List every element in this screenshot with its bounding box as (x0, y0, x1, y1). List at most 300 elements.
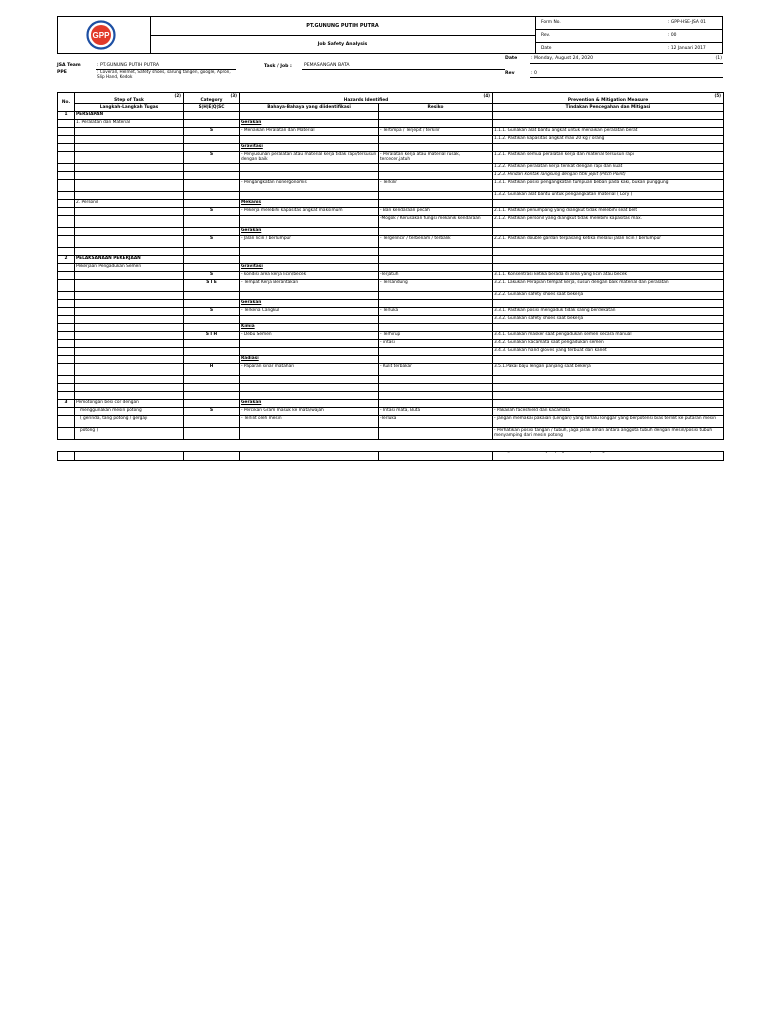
row-category (184, 144, 240, 152)
table-row (58, 384, 724, 392)
row-hazard: - kondisi area kerja licin/becek (240, 272, 379, 280)
row-risk (379, 384, 493, 392)
row-hazard: - Tempat Kerja Berantakan (240, 280, 379, 292)
row-category (184, 324, 240, 332)
row-risk: -Terjatuh (379, 272, 493, 280)
table-row (58, 152, 724, 164)
row-risk (379, 356, 493, 364)
row-no (58, 356, 75, 364)
row-no (58, 280, 75, 292)
row-no (58, 316, 75, 324)
table-row (58, 192, 724, 200)
row-step (75, 136, 184, 144)
row-step (75, 316, 184, 324)
row-hazard: Kimia (240, 324, 379, 332)
jsa-team-value: : PT.GUNUNG PUTIH PUTRA (97, 63, 159, 68)
task-value: PEMASANGAN BATA (304, 63, 350, 68)
row-risk (379, 172, 493, 180)
row-category: S (184, 208, 240, 216)
date-ref: (1) (715, 56, 722, 61)
hazard-title: Hazards Identified (343, 98, 389, 103)
row-no (58, 332, 75, 340)
row-hazard: - Terkena Cangkul (240, 308, 379, 316)
row-hazard: Gerakan (240, 120, 379, 128)
row-category (184, 392, 240, 400)
row-hazard (240, 172, 379, 180)
table-row (58, 120, 724, 128)
table-row (58, 208, 724, 216)
row-step: ( gerinda, tang potong / gergaji (75, 416, 184, 428)
row-no (58, 340, 75, 348)
row-risk (379, 164, 493, 172)
jsa-meta (57, 54, 723, 92)
row-no (58, 172, 75, 180)
row-no: 2 (58, 256, 75, 264)
date-label: Date (505, 56, 518, 61)
row-prevention: 3.4.3. Gunakan hand gloves yang terbuat dari kanet (493, 348, 724, 356)
row-prevention: 2.2.1. Pastikan double gardan terpasang ketika melalui jalan licin / berlumpur (493, 236, 724, 248)
row-prevention: 1.2.2. Pastikan peralatan kerja terikat dengan rapi dan kuat (493, 164, 724, 172)
row-step (75, 128, 184, 136)
table-row (58, 144, 724, 152)
row-no (58, 292, 75, 300)
table-row (58, 236, 724, 248)
row-step (75, 356, 184, 364)
table-row (58, 400, 724, 408)
row-hazard (240, 392, 379, 400)
row-prevention (493, 356, 724, 364)
form-row (536, 17, 722, 30)
table-row (58, 216, 724, 228)
row-prevention: 3.2.1. Lakukan Perapian tempat kerja, susun dengan baik material dan peralatan (493, 280, 724, 292)
table-row (58, 280, 724, 292)
row-hazard: - Pekerja melebihi kapasitas angkat maksimum (240, 208, 379, 216)
row-step (75, 348, 184, 356)
date-value: : Monday, August 24, 2020 (531, 56, 594, 61)
row-hazard (240, 376, 379, 384)
row-no (58, 200, 75, 208)
table-row (58, 348, 724, 356)
col-prev (493, 93, 724, 104)
row-risk (379, 324, 493, 332)
row-prevention: - jangan memakai pakaian (Lengan) yang terlalu longgar yang berpotensi bias terlilit ke putaran mesin (493, 416, 724, 428)
row-risk (379, 112, 493, 120)
row-step: Pemotongan besi cor dengan (75, 400, 184, 408)
row-prevention (493, 112, 724, 120)
row-risk (379, 136, 493, 144)
row-no (58, 272, 75, 280)
row-hazard (240, 384, 379, 392)
row-no (58, 416, 75, 428)
row-step (75, 216, 184, 228)
document-header (57, 16, 723, 54)
company-block (150, 17, 535, 53)
row-no (58, 428, 75, 440)
row-prevention: 1.2.3. Hindari kontak langsung dengan titik jepit (Pitch Point) (493, 172, 724, 180)
row-prevention (493, 248, 724, 256)
row-category: S (184, 272, 240, 280)
row-hazard: Gravitasi (240, 264, 379, 272)
step-title: Step of Task (114, 98, 144, 103)
cat-ref: (3) (230, 93, 237, 98)
row-step (75, 308, 184, 316)
row-prevention (493, 144, 724, 152)
form-key: Form No. (541, 20, 561, 25)
row-no (58, 384, 75, 392)
row-no (58, 228, 75, 236)
row-prevention: 3.4.1. Gunakan masker saat pengadukan semen secara manual (493, 332, 724, 340)
company-logo (58, 17, 151, 53)
row-category (184, 376, 240, 384)
row-category: S (184, 308, 240, 316)
row-prevention (493, 376, 724, 384)
row-prevention: 3.1.1. Konsentrasi ketika berada di area yang licin atau becek (493, 272, 724, 280)
row-category (184, 416, 240, 428)
form-value: : 12 Januari 2017 (668, 46, 706, 51)
table-row (58, 408, 724, 416)
row-hazard (240, 248, 379, 256)
row-step: PELAKSANAAN PEKERJAAN (75, 256, 184, 264)
col-hazard (240, 93, 493, 104)
row-risk (379, 348, 493, 356)
col-no: No. (58, 93, 75, 112)
row-no (58, 376, 75, 384)
row-no (58, 216, 75, 228)
row-category: S I E (184, 280, 240, 292)
row-step (75, 392, 184, 400)
row-step: 1. Peralatan dan Material (75, 120, 184, 128)
row-risk: - Tertimpa / Terjepit / terkilir (379, 128, 493, 136)
row-no (58, 300, 75, 308)
row-no (58, 364, 75, 376)
row-risk (379, 400, 493, 408)
row-hazard (240, 216, 379, 228)
row-step (75, 172, 184, 180)
table-row (58, 376, 724, 384)
row-category (184, 348, 240, 356)
row-category (184, 256, 240, 264)
row-hazard (240, 192, 379, 200)
col-hazard-sub: Bahaya-Bahaya yang diidentifikasi (240, 104, 379, 112)
row-prevention: 1.3.1. Pastikan posisi pengangkatan tumpuan beban pada kaki, bukan punggung (493, 180, 724, 192)
table-row (58, 172, 724, 180)
row-risk: - Terluka (379, 308, 493, 316)
row-risk (379, 300, 493, 308)
form-key: Rev. (541, 33, 551, 38)
col-step-sub: Langkah-Langkah Tugas (75, 104, 184, 112)
table-row (58, 200, 724, 208)
gpp-logo-icon (86, 20, 116, 50)
row-category (184, 136, 240, 144)
row-category: S I H (184, 332, 240, 340)
table-row (58, 356, 724, 364)
row-no (58, 136, 75, 144)
row-step (75, 192, 184, 200)
row-step (75, 292, 184, 300)
row-no (58, 152, 75, 164)
row-no: 1 (58, 112, 75, 120)
row-step (75, 180, 184, 192)
overflow-cell (75, 452, 184, 461)
row-no (58, 248, 75, 256)
row-prevention: 3.4.2. Gunakan kacamata saat pengadukan semen (493, 340, 724, 348)
col-cat (184, 93, 240, 104)
row-step: 2. Personil (75, 200, 184, 208)
table-row (58, 264, 724, 272)
row-step (75, 280, 184, 292)
row-prevention: 3.5.1.Pakai baju lengan panjang saat bekerja (493, 364, 724, 376)
row-prevention: 3.2.2. Gunakan safety shoes saat bekerja (493, 292, 724, 300)
table-row (58, 136, 724, 144)
table-row (58, 300, 724, 308)
row-no (58, 308, 75, 316)
table-row (58, 180, 724, 192)
row-risk (379, 200, 493, 208)
row-step (75, 152, 184, 164)
row-risk: - Peralatan kerja atau material rusak, tercecer,jatuh (379, 152, 493, 164)
row-step (75, 340, 184, 348)
table-row (58, 316, 724, 324)
row-prevention (493, 120, 724, 128)
row-prevention: - Pakailah faceshield dan kacamata (493, 408, 724, 416)
overflow-cell (184, 452, 240, 461)
table-row (58, 272, 724, 280)
task-label: Task / Job : (264, 64, 292, 69)
row-hazard: - Paparan sinar matahari (240, 364, 379, 376)
overflow-row-table (57, 451, 724, 461)
row-hazard: - Pengangkatan nonergonomis (240, 180, 379, 192)
row-risk (379, 228, 493, 236)
row-step (75, 364, 184, 376)
table-row (58, 112, 724, 120)
row-step (75, 248, 184, 256)
form-key: Date (541, 46, 552, 51)
form-row (536, 30, 722, 43)
row-prevention (493, 300, 724, 308)
overflow-text: mesin/posisi tubuh menyamping dari mesin potong (494, 451, 605, 455)
row-hazard: Gerakan (240, 228, 379, 236)
row-prevention: 1.1.2. Pastikan kapasitas angkat max 20 kg / orang (493, 136, 724, 144)
row-risk: - Terkilir (379, 180, 493, 192)
row-step (75, 164, 184, 172)
jsa-team-label: JSA Team (57, 63, 81, 68)
row-no (58, 348, 75, 356)
overflow-cell (240, 452, 379, 461)
row-no (58, 144, 75, 152)
row-category (184, 192, 240, 200)
step-ref: (2) (174, 93, 181, 98)
row-risk (379, 120, 493, 128)
row-step (75, 300, 184, 308)
col-step (75, 93, 184, 104)
row-prevention (493, 384, 724, 392)
ppe-value: : Coverall, Helmet, Safety shoes, sarung tangen, google, Apron, Slip Hand, Kedok (97, 69, 231, 79)
row-category (184, 428, 240, 440)
hazard-ref: (4) (483, 93, 490, 98)
overflow-cell (58, 452, 75, 461)
row-step (75, 236, 184, 248)
col-prev-sub: Tindakan Pencegahan dan Mitigasi (493, 104, 724, 112)
row-category (184, 356, 240, 364)
row-category (184, 300, 240, 308)
row-category (184, 400, 240, 408)
row-hazard: - Terlilit oleh mesin (240, 416, 379, 428)
row-category (184, 216, 240, 228)
table-row (58, 228, 724, 236)
row-step (75, 272, 184, 280)
table-row (58, 416, 724, 428)
row-risk: - Ban kendaraan pecah (379, 208, 493, 216)
hazard-rows (58, 112, 724, 440)
row-category: H (184, 364, 240, 376)
row-risk (379, 376, 493, 384)
row-category (184, 248, 240, 256)
row-prevention (493, 400, 724, 408)
row-risk (379, 316, 493, 324)
row-prevention: 2.1.2. Pastikan personil yang diangkut tidak melebihi kapasitas max. (493, 216, 724, 228)
row-prevention: 2.1.1. Pastikan penumpang yang diangkut tidak melebihi seat belt (493, 208, 724, 216)
row-step (75, 228, 184, 236)
row-risk (379, 144, 493, 152)
table-row (58, 324, 724, 332)
row-no (58, 164, 75, 172)
row-no (58, 392, 75, 400)
row-risk (379, 192, 493, 200)
table-row (58, 164, 724, 172)
row-risk: - Tersandung (379, 280, 493, 292)
row-no (58, 192, 75, 200)
row-category (184, 292, 240, 300)
table-row (58, 340, 724, 348)
rev-label: Rev (505, 71, 515, 76)
row-category: S (184, 236, 240, 248)
col-risk-sub: Resiko (379, 104, 493, 112)
row-category (184, 340, 240, 348)
row-step (75, 208, 184, 216)
cat-title: Category (200, 98, 223, 103)
row-risk: - iritasi (379, 340, 493, 348)
row-prevention (493, 324, 724, 332)
row-risk (379, 256, 493, 264)
row-prevention: 1.1.1. Gunakan alat bantu angkat untuk menaikan peralatan berat (493, 128, 724, 136)
overflow-cell (379, 452, 493, 461)
row-category (184, 180, 240, 192)
row-category (184, 164, 240, 172)
row-risk (379, 428, 493, 440)
row-step: potong ) (75, 428, 184, 440)
row-category: S (184, 152, 240, 164)
row-hazard (240, 136, 379, 144)
row-hazard (240, 292, 379, 300)
row-hazard (240, 428, 379, 440)
row-risk (379, 248, 493, 256)
row-category: S (184, 408, 240, 416)
row-hazard: - Percikan Gram masuk ke mata/wajah (240, 408, 379, 416)
row-prevention (493, 228, 724, 236)
task-underline (302, 69, 505, 70)
table-row (58, 256, 724, 264)
svg-text:GPP: GPP (92, 31, 110, 41)
row-risk: -Terluka (379, 416, 493, 428)
row-no: 3 (58, 400, 75, 408)
row-category (184, 172, 240, 180)
row-no (58, 128, 75, 136)
prev-ref: (5) (714, 93, 721, 98)
row-category (184, 384, 240, 392)
row-risk (379, 392, 493, 400)
row-step (75, 384, 184, 392)
row-hazard (240, 256, 379, 264)
company-name: PT.GUNUNG PUTIH PUTRA (150, 17, 535, 36)
row-prevention: 1.2.1. Pastikan semua peralatan kerja dan material tersusun rapi (493, 152, 724, 164)
form-info (535, 17, 722, 53)
row-no (58, 120, 75, 128)
row-hazard: Gravitasi (240, 144, 379, 152)
row-no (58, 324, 75, 332)
row-prevention: - Perhatikan posisi tangan / tubuh, jaga jarak aman antara anggota tubuh dengan mesin/posisi tubuh menyamping dari mesin potong (493, 428, 724, 440)
row-step: Pekerjaan Pengadukan Semen (75, 264, 184, 272)
row-no (58, 408, 75, 416)
row-step (75, 332, 184, 340)
row-hazard: - Penyusunan peralatan atau material kerja tidak rapi/tersusun dengan baik (240, 152, 379, 164)
ppe-label: PPE (57, 70, 67, 75)
row-hazard (240, 164, 379, 172)
row-step (75, 376, 184, 384)
row-risk: - Terhirup (379, 332, 493, 340)
row-hazard: Radiasi (240, 356, 379, 364)
row-no (58, 264, 75, 272)
row-prevention (493, 264, 724, 272)
form-value: : GPP-HSE-JSA 01 (668, 20, 706, 25)
date-underline (530, 63, 723, 64)
hazard-table (57, 92, 724, 440)
row-step: menggunakan mesin potong (75, 408, 184, 416)
row-risk: - Tergelincir / terbenam / terbalik (379, 236, 493, 248)
row-risk (379, 292, 493, 300)
row-hazard (240, 348, 379, 356)
row-risk: -Mogok / Kerusakan fungsi mekanik kendaraan (379, 216, 493, 228)
row-category (184, 120, 240, 128)
row-prevention (493, 200, 724, 208)
row-step (75, 324, 184, 332)
jsa-document (57, 16, 723, 461)
row-no (58, 180, 75, 192)
rev-underline (530, 77, 723, 78)
table-row (58, 308, 724, 316)
row-no (58, 236, 75, 248)
row-prevention: 1.3.2. Gunakan alat bantu untuk pengangkatan material ( Lory ) (493, 192, 724, 200)
row-category (184, 264, 240, 272)
row-hazard (240, 316, 379, 324)
col-cat-sub: S|H|E|Q|SC (184, 104, 240, 112)
document-title: Job Safety Analysis (317, 42, 368, 47)
row-hazard: - Debu Semen (240, 332, 379, 340)
table-row (58, 364, 724, 376)
row-category (184, 316, 240, 324)
form-value: : 00 (668, 33, 677, 38)
row-hazard: Gerakan (240, 300, 379, 308)
row-hazard: - Jalan licin / berlumpur (240, 236, 379, 248)
row-hazard: Gerakan (240, 400, 379, 408)
prev-title: Prevention & Mitigation Measure (567, 98, 649, 103)
row-hazard: - Menaikan Peralatan dan Material (240, 128, 379, 136)
table-row (58, 128, 724, 136)
row-prevention (493, 256, 724, 264)
row-prevention: 3.3.2. Gunakan safety shoes saat bekerja (493, 316, 724, 324)
row-category: S (184, 128, 240, 136)
table-row (58, 292, 724, 300)
row-hazard: Mekanis (240, 200, 379, 208)
